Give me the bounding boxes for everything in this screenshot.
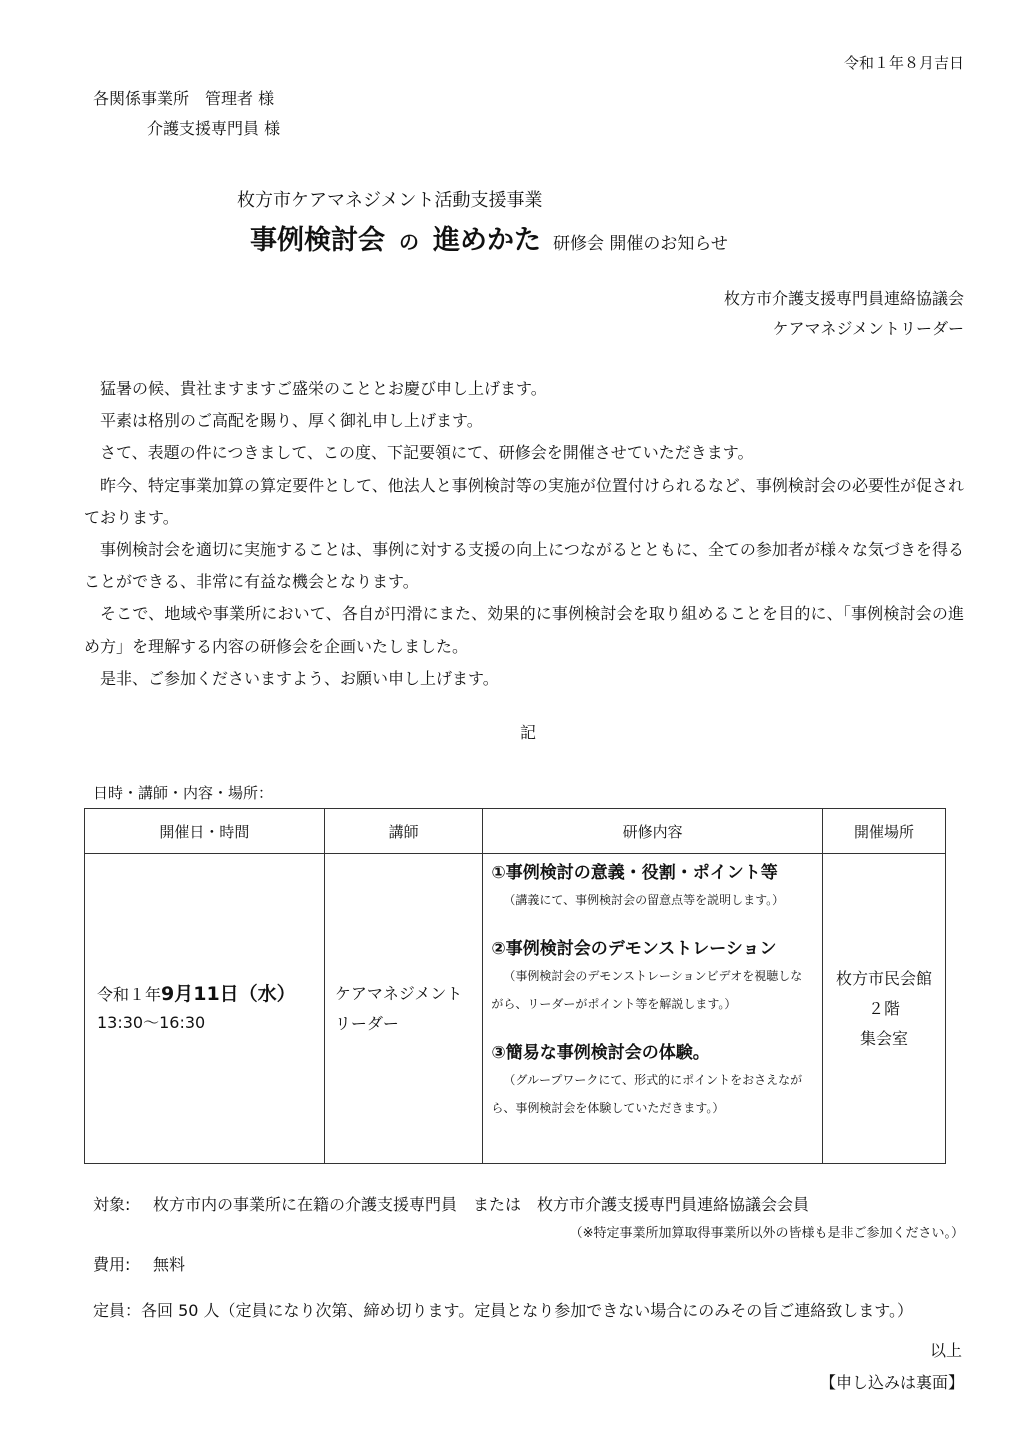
content-item (491, 860, 814, 914)
lecturer-line1: ケアマネジメント (334, 983, 463, 1003)
cell-date-time (85, 854, 325, 1164)
target-audience (93, 1192, 809, 1215)
closing-mark: 以上 (929, 1341, 962, 1360)
fee-value: 無料 (153, 1255, 186, 1274)
body-paragraph: 猛暑の候、貴社ますますご盛栄のこととお慶び申し上げます。 (100, 379, 547, 398)
body-paragraph: そこで、地域や事業所において、各自が円滑にまた、効果的に事例検討会を取り組めることを目的に、「事例検討会の進め方」を理解する内容の研修会を企画いたしました。 (84, 604, 964, 656)
content-item-note: （グループワークにて、形式的にポイントをおさえながら、事例検討会を体験していただきます。） (491, 1073, 803, 1115)
capacity: 定員：各回 50 人（定員になり次第、締め切ります。定員となり参加できない場合にのみその旨ご連絡致します。） (93, 1301, 913, 1320)
document-date: 令和１年８月吉日 (843, 54, 964, 72)
letter-body (84, 373, 964, 695)
title-suffix: 研修会 開催のお知らせ (553, 234, 728, 254)
schedule-table (84, 808, 946, 1164)
target-value: 枚方市内の事業所に在籍の介護支援専門員 または 枚方市介護支援専門員連絡協議会会員 (153, 1195, 810, 1214)
content-item (491, 936, 814, 1018)
sender-organization: 枚方市介護支援専門員連絡協議会 (723, 289, 964, 308)
ki-marker: 記 (520, 723, 537, 742)
date-bold: 9月11日（水） (161, 983, 296, 1005)
date-prefix: 令和１年 (97, 985, 162, 1004)
addressee-managers: 各関係事業所 管理者 様 (93, 89, 275, 108)
target-label: 対象: (93, 1195, 131, 1214)
body-paragraph: 平素は格別のご高配を賜り、厚く御礼申し上げます。 (100, 411, 483, 431)
content-item-note: （事例検討会のデモンストレーションビデオを視聴しながら、リーダーがポイント等を解説します。） (491, 969, 803, 1011)
title-connector: の (399, 230, 419, 254)
fee (93, 1252, 185, 1275)
target-note: （※特定事業所加算取得事業所以外の皆様も是非ご参加ください。） (569, 1226, 964, 1241)
event-date (97, 980, 323, 1009)
document-title (250, 218, 728, 257)
body-paragraph: 是非、ご参加くださいますよう、お願い申し上げます。 (100, 668, 499, 688)
title-part1: 事例検討会 (250, 225, 385, 256)
apply-note: 【申し込みは裏面】 (819, 1373, 964, 1392)
header-lecturer: 講師 (324, 809, 483, 854)
header-content: 研修内容 (483, 809, 823, 854)
title-part2: 進めかた (433, 225, 541, 256)
header-venue: 開催場所 (822, 809, 945, 854)
document-subtitle: 枚方市ケアマネジメント活動支援事業 (237, 190, 543, 211)
event-time: 13:30～16:30 (97, 1013, 206, 1032)
cell-venue (822, 854, 945, 1164)
venue-line3: 集会室 (859, 1028, 908, 1048)
cell-content (483, 854, 823, 1164)
table-caption: 日時・講師・内容・場所： (93, 784, 274, 802)
sender-role: ケアマネジメントリーダー (772, 319, 964, 338)
fee-label: 費用: (93, 1255, 131, 1274)
content-item-title: ①事例検討の意義・役割・ポイント等 (491, 863, 778, 883)
venue-line1: 枚方市民会館 (835, 968, 932, 988)
content-item (491, 1040, 814, 1122)
body-paragraph: さて、表題の件につきまして、この度、下記要領にて、研修会を開催させていただきます。 (100, 443, 754, 463)
venue-line2: ２階 (867, 998, 900, 1018)
content-item-title: ②事例検討会のデモンストレーション (491, 939, 777, 959)
lecturer-line2: リーダー (334, 1013, 399, 1033)
header-date-time: 開催日・時間 (85, 809, 325, 854)
content-item-note: （講義にて、事例検討会の留意点等を説明します。） (503, 893, 785, 907)
body-paragraph: 昨今、特定事業加算の算定要件として、他法人と事例検討等の実施が位置付けられるなど、事例検討会の必要性が促されております。 (84, 475, 964, 527)
body-paragraph: 事例検討会を適切に実施することは、事例に対する支援の向上につながるとともに、全ての参加者が様々な気づきを得ることができる、非常に有益な機会となります。 (84, 540, 964, 592)
content-item-title: ③簡易な事例検討会の体験。 (491, 1043, 710, 1063)
addressee-care-managers: 介護支援専門員 様 (147, 119, 281, 138)
cell-lecturer (324, 854, 483, 1164)
